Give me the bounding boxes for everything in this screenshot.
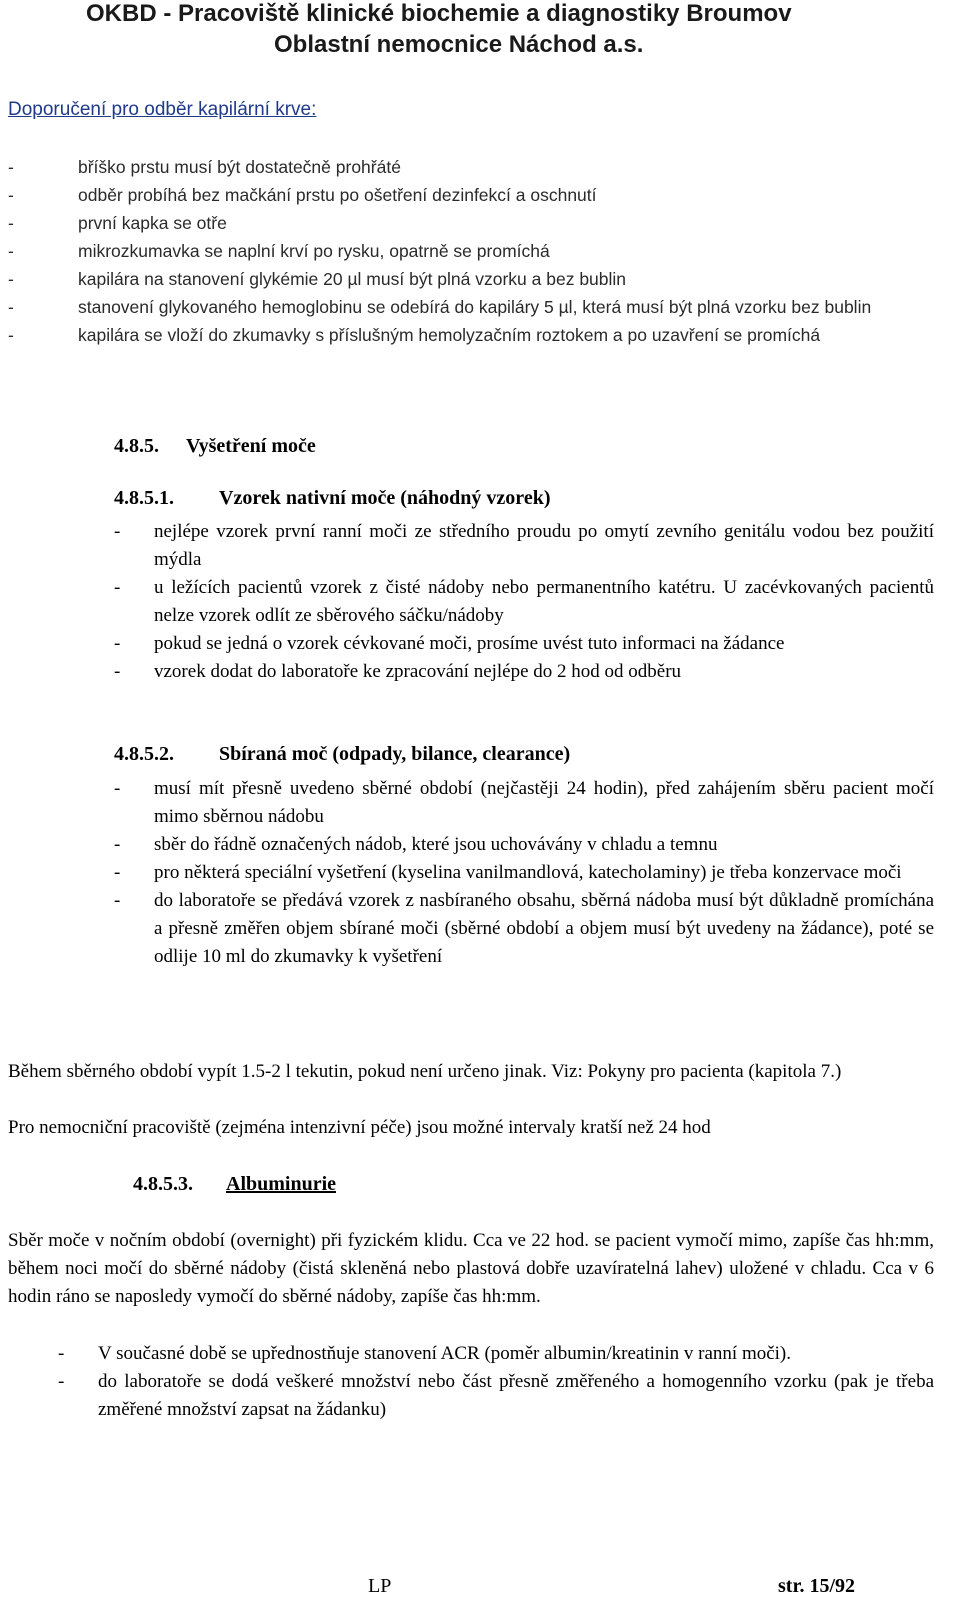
list-item: - kapilára se vloží do zkumavky s příslušným hemolyzačním roztokem a po uzavření se promíchá <box>8 325 821 345</box>
collected-urine-list <box>114 775 934 971</box>
list-item: - stanovení glykovaného hemoglobinu se odebírá do kapiláry 5 µl, která musí být plná vzorku bez bublin <box>8 297 872 317</box>
section-heading-4-8-5-1: 4.8.5.1. Vzorek nativní moče (náhodný vzorek) <box>114 487 551 509</box>
list-item: - do laboratoře se předává vzorek z nasbíraného obsahu, sběrná nádoba musí být důkladně promíchána a přesně změřen objem sbírané moči (sběrné období a objem musí být uvedeny na žádance), poté se odlije 10 ml do zkumavky k vyšetření <box>114 890 934 967</box>
albuminuria-list <box>58 1340 934 1424</box>
list-item: - bříško prstu musí být dostatečně prohřáté <box>8 157 401 177</box>
section-heading-4-8-5: 4.8.5. Vyšetření moče <box>114 435 316 457</box>
list-item: - nejlépe vzorek první ranní moči ze středního proudu po omytí zevního genitálu vodou bez použití mýdla <box>114 521 934 570</box>
list-item: - pro některá speciální vyšetření (kyselina vanilmandlová, katecholaminy) je třeba konzervace moči <box>114 862 902 883</box>
section-heading-4-8-5-2: 4.8.5.2. Sbíraná moč (odpady, bilance, clearance) <box>114 743 571 765</box>
list-item: - kapilára na stanovení glykémie 20 µl musí být plná vzorku a bez bublin <box>8 269 627 289</box>
list-item: - mikrozkumavka se naplní krví po rysku, opatrně se promíchá <box>8 241 550 261</box>
capillary-recommendation-title: Doporučení pro odběr kapilární krve: <box>8 99 317 120</box>
native-urine-list <box>114 518 934 686</box>
list-item: - sběr do řádně označených nádob, které jsou uchovávány v chladu a temnu <box>114 834 718 855</box>
footer-author: LP <box>368 1575 392 1597</box>
list-item: - V současné době se upřednostňuje stanovení ACR (poměr albumin/kreatinin v ranní moči). <box>58 1343 792 1364</box>
section-heading-4-8-5-3: 4.8.5.3. Albuminurie <box>133 1173 337 1195</box>
list-item: - musí mít přesně uvedeno sběrné období (nejčastěji 24 hodin), před zahájením sběru pacient močí mimo sběrnou nádobu <box>114 778 934 827</box>
list-item: - u ležících pacientů vzorek z čisté nádoby nebo permanentního katétru. U zacévkovaných pacientů nelze vzorek odlít ze sběrového sáčku/nádoby <box>114 577 934 626</box>
hospital-intervals-paragraph: Pro nemocniční pracoviště (zejména intenzivní péče) jsou možné intervaly kratší než 24 hod <box>8 1117 711 1138</box>
albuminuria-paragraph: Sběr moče v nočním období (overnight) při fyzickém klidu. Cca ve 22 hod. se pacient vymočí mimo, zapíše čas hh:mm, během noci močí do sběrné nádoby (čistá skleněná nebo plastová dobře uzavíratelná lahev) uložené v chladu. Cca v 6 hodin ráno se naposledy vymočí do sběrné nádoby, zapíše čas hh:mm. <box>8 1230 934 1307</box>
list-item: - první kapka se otře <box>8 213 227 233</box>
list-item: - pokud se jedná o vzorek cévkované moči, prosíme uvést tuto informaci na žádance <box>114 633 785 654</box>
list-item: - vzorek dodat do laboratoře ke zpracování nejlépe do 2 hod od odběru <box>114 661 682 682</box>
footer-page-number: str. 15/92 <box>778 1575 856 1597</box>
fluid-intake-paragraph: Během sběrného období vypít 1.5-2 l tekutin, pokud není určeno jinak. Viz: Pokyny pro pacienta (kapitola 7.) <box>8 1061 842 1082</box>
list-item: - do laboratoře se dodá veškeré množství nebo část přesně změřeného a homogenního vzorku (pak je třeba změřené množství zapsat na žádanku) <box>58 1371 934 1420</box>
list-item: - odběr probíhá bez mačkání prstu po ošetření dezinfekcí a oschnutí <box>8 185 597 205</box>
header-title: OKBD - Pracoviště klinické biochemie a diagnostiky Broumov <box>86 0 792 27</box>
header-subtitle: Oblastní nemocnice Náchod a.s. <box>274 31 644 58</box>
capillary-recommendation-list <box>8 153 948 349</box>
